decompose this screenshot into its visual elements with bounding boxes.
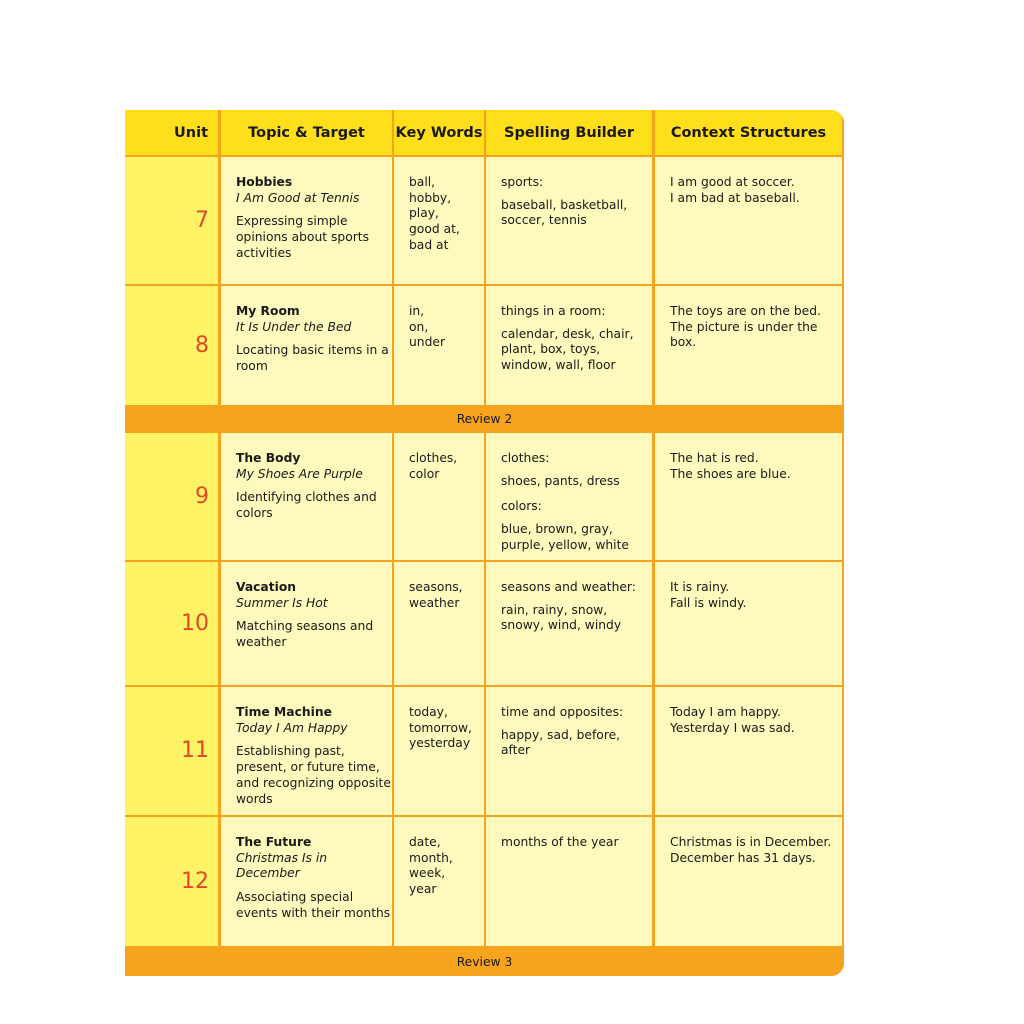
- topic-subtitle: I Am Good at Tennis: [236, 190, 360, 205]
- context-structures-cell: [655, 433, 842, 560]
- context-sentence: The toys are on the bed.: [670, 304, 821, 318]
- key-word: today,: [409, 705, 448, 719]
- unit-row: [125, 817, 844, 946]
- key-word: date,: [409, 835, 441, 849]
- spelling-group: [501, 705, 652, 759]
- context-sentence: The picture is under the box.: [670, 319, 818, 350]
- topic-title: Vacation: [236, 580, 297, 594]
- topic-description: Matching seasons and weather: [236, 619, 374, 650]
- topic-target-cell: [221, 687, 392, 815]
- spelling-builder-cell: [486, 433, 652, 560]
- unit-row: [125, 286, 844, 405]
- spelling-label: sports:: [501, 175, 544, 189]
- topic-subtitle: Today I Am Happy: [236, 720, 348, 735]
- review-bar: Review 3: [125, 948, 844, 976]
- spelling-group: [501, 304, 652, 374]
- spelling-builder-cell: [486, 157, 652, 284]
- topic-title: Hobbies: [236, 175, 293, 189]
- topic-description: Identifying clothes and colors: [236, 490, 377, 521]
- topic-title: Time Machine: [236, 705, 332, 719]
- key-words-cell: [394, 817, 484, 946]
- context-structures-cell: [655, 562, 842, 685]
- key-words-cell: [394, 687, 484, 815]
- topic-target-cell: [221, 157, 392, 284]
- context-sentence: Yesterday I was sad.: [670, 720, 795, 735]
- context-sentence: It is rainy.: [670, 580, 730, 594]
- header-context-structures: Context Structures: [655, 110, 842, 155]
- topic-subtitle: Christmas Is in December: [236, 850, 328, 881]
- header-topic-target: Topic & Target: [221, 110, 392, 155]
- unit-number: 12: [125, 817, 218, 946]
- spelling-label: months of the year: [501, 835, 619, 849]
- key-word: hobby,: [409, 190, 452, 205]
- context-structures-cell: [655, 286, 842, 405]
- spelling-group: [501, 835, 652, 851]
- context-structures-cell: [655, 157, 842, 284]
- context-structures-cell: [655, 687, 842, 815]
- key-word: seasons,: [409, 580, 463, 594]
- topic-description: Associating special events with their months: [236, 890, 391, 920]
- unit-number: 7: [125, 157, 218, 284]
- spelling-group: [501, 451, 652, 489]
- key-words-cell: [394, 157, 484, 284]
- context-sentence: The shoes are blue.: [670, 466, 791, 481]
- unit-row: [125, 687, 844, 815]
- context-sentence: December has 31 days.: [670, 850, 816, 865]
- key-word: ball,: [409, 175, 436, 189]
- spelling-builder-cell: [486, 687, 652, 815]
- spelling-label: things in a room:: [501, 304, 606, 318]
- context-sentence: Christmas is in December.: [670, 835, 832, 849]
- spelling-group: [501, 580, 652, 634]
- spelling-words: shoes, pants, dress: [501, 473, 620, 488]
- spelling-group: [501, 175, 652, 229]
- spelling-group: [501, 499, 652, 553]
- key-word: weather: [409, 595, 460, 610]
- context-sentence: I am good at soccer.: [670, 175, 795, 189]
- header-unit: Unit: [125, 110, 218, 155]
- spelling-label: clothes:: [501, 451, 550, 465]
- context-sentence: Fall is windy.: [670, 595, 747, 610]
- spelling-words: baseball, basketball, soccer, tennis: [501, 197, 628, 228]
- unit-number: 10: [125, 562, 218, 685]
- topic-target-cell: [221, 817, 392, 946]
- key-word: week,: [409, 866, 446, 881]
- spelling-words: happy, sad, before, after: [501, 727, 621, 758]
- spelling-words: calendar, desk, chair, plant, box, toys, window, wall, floor: [501, 326, 634, 373]
- context-sentence: Today I am happy.: [670, 705, 781, 719]
- key-word: color: [409, 466, 440, 481]
- unit-row: [125, 433, 844, 560]
- unit-row: [125, 157, 844, 284]
- key-word: year: [409, 882, 437, 897]
- context-structures-cell: [655, 817, 842, 946]
- review-bar: Review 2: [125, 407, 844, 431]
- key-words-cell: [394, 286, 484, 405]
- topic-subtitle: It Is Under the Bed: [236, 319, 352, 334]
- curriculum-table: [125, 110, 844, 976]
- topic-description: Expressing simple opinions about sports activities: [236, 214, 369, 260]
- key-word: play,: [409, 206, 439, 221]
- context-sentence: The hat is red.: [670, 451, 759, 465]
- spelling-label: time and opposites:: [501, 705, 624, 719]
- key-word: good at,: [409, 222, 460, 237]
- header-key-words: Key Words: [394, 110, 484, 155]
- spelling-words: rain, rainy, snow, snowy, wind, windy: [501, 602, 622, 633]
- key-word: on,: [409, 319, 429, 334]
- key-words-cell: [394, 562, 484, 685]
- spelling-builder-cell: [486, 286, 652, 405]
- topic-title: My Room: [236, 304, 300, 318]
- topic-title: The Future: [236, 835, 312, 849]
- key-word: in,: [409, 304, 425, 318]
- key-word: bad at: [409, 237, 449, 252]
- spelling-label: colors:: [501, 499, 542, 514]
- unit-number: 9: [125, 433, 218, 560]
- context-sentence: I am bad at baseball.: [670, 190, 800, 205]
- unit-number: 11: [125, 687, 218, 815]
- table-header-row: [125, 110, 844, 155]
- topic-target-cell: [221, 562, 392, 685]
- topic-title: The Body: [236, 451, 301, 465]
- topic-description: Locating basic items in a room: [236, 343, 389, 374]
- key-words-cell: [394, 433, 484, 560]
- topic-subtitle: Summer Is Hot: [236, 595, 328, 610]
- unit-row: [125, 562, 844, 685]
- header-spelling-builder: Spelling Builder: [486, 110, 652, 155]
- topic-subtitle: My Shoes Are Purple: [236, 466, 363, 481]
- spelling-words: blue, brown, gray, purple, yellow, white: [501, 522, 629, 552]
- spelling-builder-cell: [486, 562, 652, 685]
- key-word: clothes,: [409, 451, 458, 465]
- key-word: tomorrow,: [409, 720, 472, 735]
- key-word: yesterday: [409, 736, 471, 751]
- key-word: month,: [409, 850, 453, 865]
- topic-target-cell: [221, 286, 392, 405]
- unit-number: 8: [125, 286, 218, 405]
- topic-description: Establishing past, present, or future time, and recognizing opposite words: [236, 744, 391, 806]
- key-word: under: [409, 335, 446, 350]
- topic-target-cell: [221, 433, 392, 560]
- spelling-label: seasons and weather:: [501, 580, 636, 594]
- spelling-builder-cell: [486, 817, 652, 946]
